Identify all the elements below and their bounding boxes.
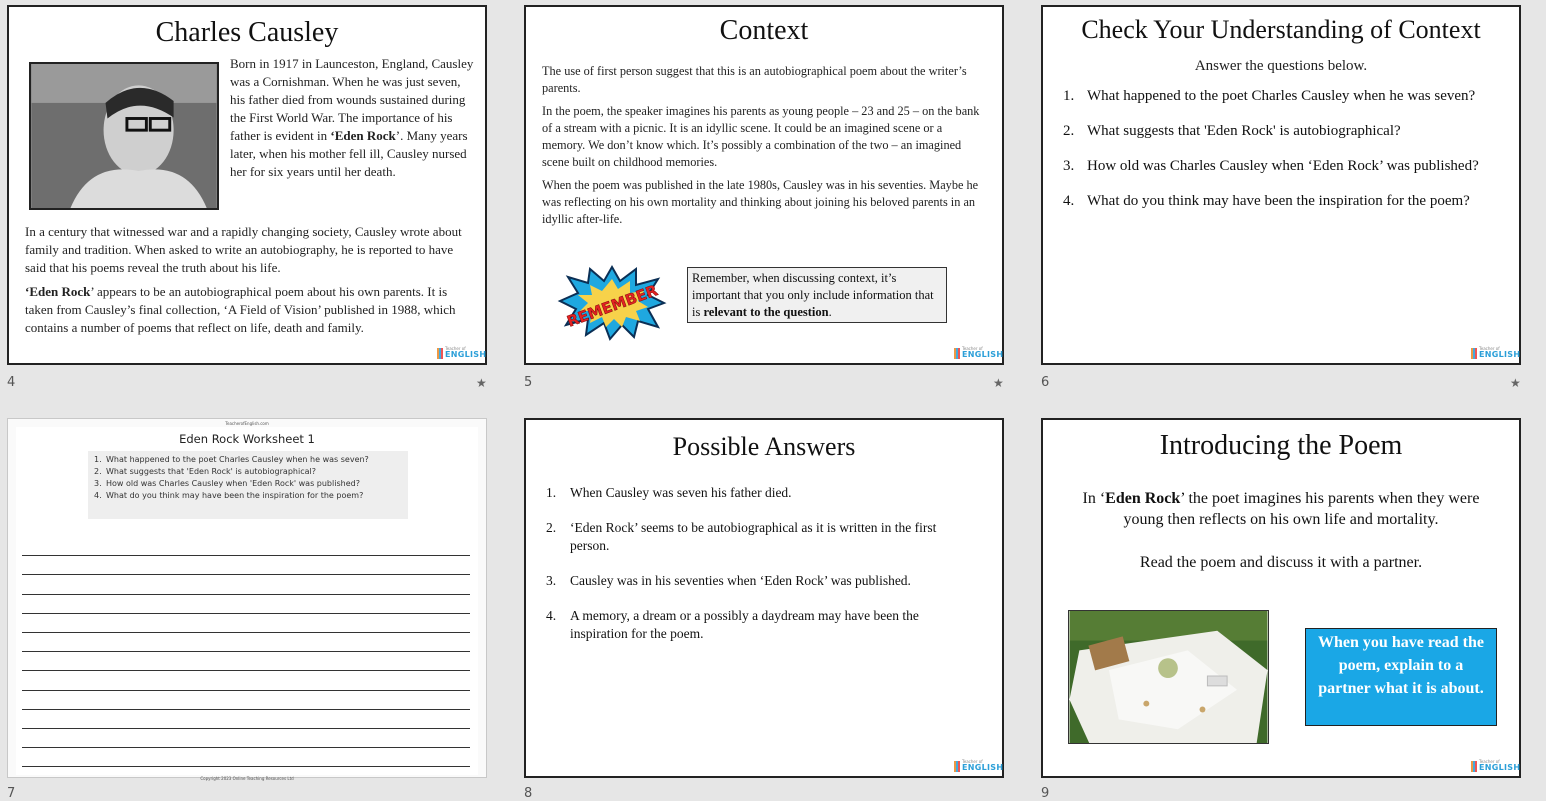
picnic-photo <box>1068 610 1269 744</box>
slide-number: 4 <box>7 375 16 390</box>
remember-callout: Remember, when discussing context, it’s important that you only include information that is relevant to the question. <box>687 267 947 323</box>
instruction-paragraph: Read the poem and discuss it with a partner. <box>1139 554 1423 571</box>
slide-number: 9 <box>1041 786 1050 801</box>
worksheet-page <box>16 421 478 781</box>
teacher-of-english-logo: Teacher of ENGLISH <box>1471 759 1515 773</box>
list-item: 3. How old was Charles Causley when ‘Eden Rock’ was published? <box>1063 158 1479 174</box>
answer-lines <box>22 537 470 767</box>
slide-6-thumbnail[interactable] <box>1041 5 1521 365</box>
list-item: 2. What suggests that 'Eden Rock' is autobiographical? <box>1063 123 1401 139</box>
slide-subtitle: Answer the questions below. <box>1194 58 1368 74</box>
context-paragraphs: The use of first person suggest that this is an autobiographical poem about the writer’s parents. In the poem, the speaker imagines his parents as young people – 23 and 25 – on the bank of a stream with a picnic. It is an idyllic scene. It could be an imagined scene or a memory. We don’t know which. It’s possibly a combination of the two – an imagined scene built on childhood memories. When the poem was published in the late 1980s, Causley was in his seventies. Maybe he was reflecting on his own mortality and thinking about joining his beloved parents in an idyllic after-life. <box>542 64 980 226</box>
intro-text <box>1063 488 1499 595</box>
star-icon[interactable]: ★ <box>993 376 1004 390</box>
slide-title: Check Your Understanding of Context <box>1081 15 1481 44</box>
star-icon[interactable]: ★ <box>476 376 487 390</box>
paragraph-century: In a century that witnessed war and a rapidly changing society, Causley wrote about family and tradition. When asked to write an autobiography, he is reported to have said that his poems reveal the truth about his life. <box>25 224 462 275</box>
teacher-of-english-logo: Teacher of ENGLISH <box>437 346 481 360</box>
slide-5-thumbnail[interactable] <box>524 5 1004 365</box>
paragraph-eden-rock: ‘Eden Rock’ appears to be an autobiographical poem about his own parents. It is taken from Causley’s final collection, ‘A Field of Vision’ published in 1988, which contains a number of poems that reflect on life, death and family. <box>25 284 456 335</box>
body-paragraphs <box>25 223 475 343</box>
slide-7-thumbnail[interactable] <box>7 418 487 781</box>
worksheet-header: TeacherofEnglish.com <box>225 421 269 426</box>
list-item: 1. What happened to the poet Charles Causley when he was seven? <box>94 455 369 464</box>
answer-list <box>546 484 976 660</box>
slide-8-thumbnail[interactable] <box>524 418 1004 778</box>
worksheet-title: Eden Rock Worksheet 1 <box>179 432 315 446</box>
intro-paragraph: In ‘Eden Rock’ the poet imagines his parents when they were young then reflects on his own life and mortality. <box>1082 490 1480 528</box>
list-item: 1. When Causley was seven his father died. <box>546 485 792 500</box>
slide-title: Charles Causley <box>155 17 339 48</box>
question-list <box>1063 87 1503 227</box>
burst-label: REMEMBER <box>564 281 661 331</box>
list-item: 3. How old was Charles Causley when 'Eden Rock' was published? <box>94 479 360 488</box>
slide-title: Possible Answers <box>672 432 856 461</box>
slide-4-thumbnail[interactable] <box>7 5 487 365</box>
author-photo <box>29 62 219 210</box>
partner-task-box: When you have read the poem, explain to a partner what it is about. <box>1305 628 1497 726</box>
list-item: 4. A memory, a dream or a possibly a daydream may have been the inspiration for the poem. <box>546 608 919 641</box>
list-item: 4. What do you think may have been the inspiration for the poem? <box>94 491 364 500</box>
teacher-of-english-logo: Teacher of ENGLISH <box>954 346 998 360</box>
teacher-of-english-logo: Teacher of ENGLISH <box>954 759 998 773</box>
bio-paragraph: Born in 1917 in Launceston, England, Causley was a Cornishman. When he was just seven, his father died from wounds sustained during the First World War. The importance of his father is evident in ‘Eden Rock’. Many years later, when his mother fell ill, Causley nursed her for six years until her death. <box>230 56 474 179</box>
slide-number: 5 <box>524 375 533 390</box>
worksheet-footer: Copyright 2023 Online Teaching Resources Ltd <box>200 776 294 781</box>
list-item: 3. Causley was in his seventies when ‘Eden Rock’ was published. <box>546 573 911 588</box>
list-item: 4. What do you think may have been the inspiration for the poem? <box>1063 193 1470 209</box>
list-item: 2. What suggests that 'Eden Rock' is autobiographical? <box>94 467 316 476</box>
slide-title: Context <box>719 15 809 46</box>
star-icon[interactable]: ★ <box>1510 376 1521 390</box>
slide-number: 7 <box>7 786 16 801</box>
slide-9-thumbnail[interactable] <box>1041 418 1521 778</box>
worksheet-questions <box>88 451 408 519</box>
list-item: 1. What happened to the poet Charles Causley when he was seven? <box>1063 88 1476 104</box>
teacher-of-english-logo: Teacher of ENGLISH <box>1471 346 1515 360</box>
remember-burst-icon <box>560 265 664 339</box>
slide-number: 8 <box>524 786 533 801</box>
list-item: 2. ‘Eden Rock’ seems to be autobiographical as it is written in the first person. <box>546 520 937 553</box>
slide-number: 6 <box>1041 375 1050 390</box>
slide-title: Introducing the Poem <box>1159 430 1403 461</box>
